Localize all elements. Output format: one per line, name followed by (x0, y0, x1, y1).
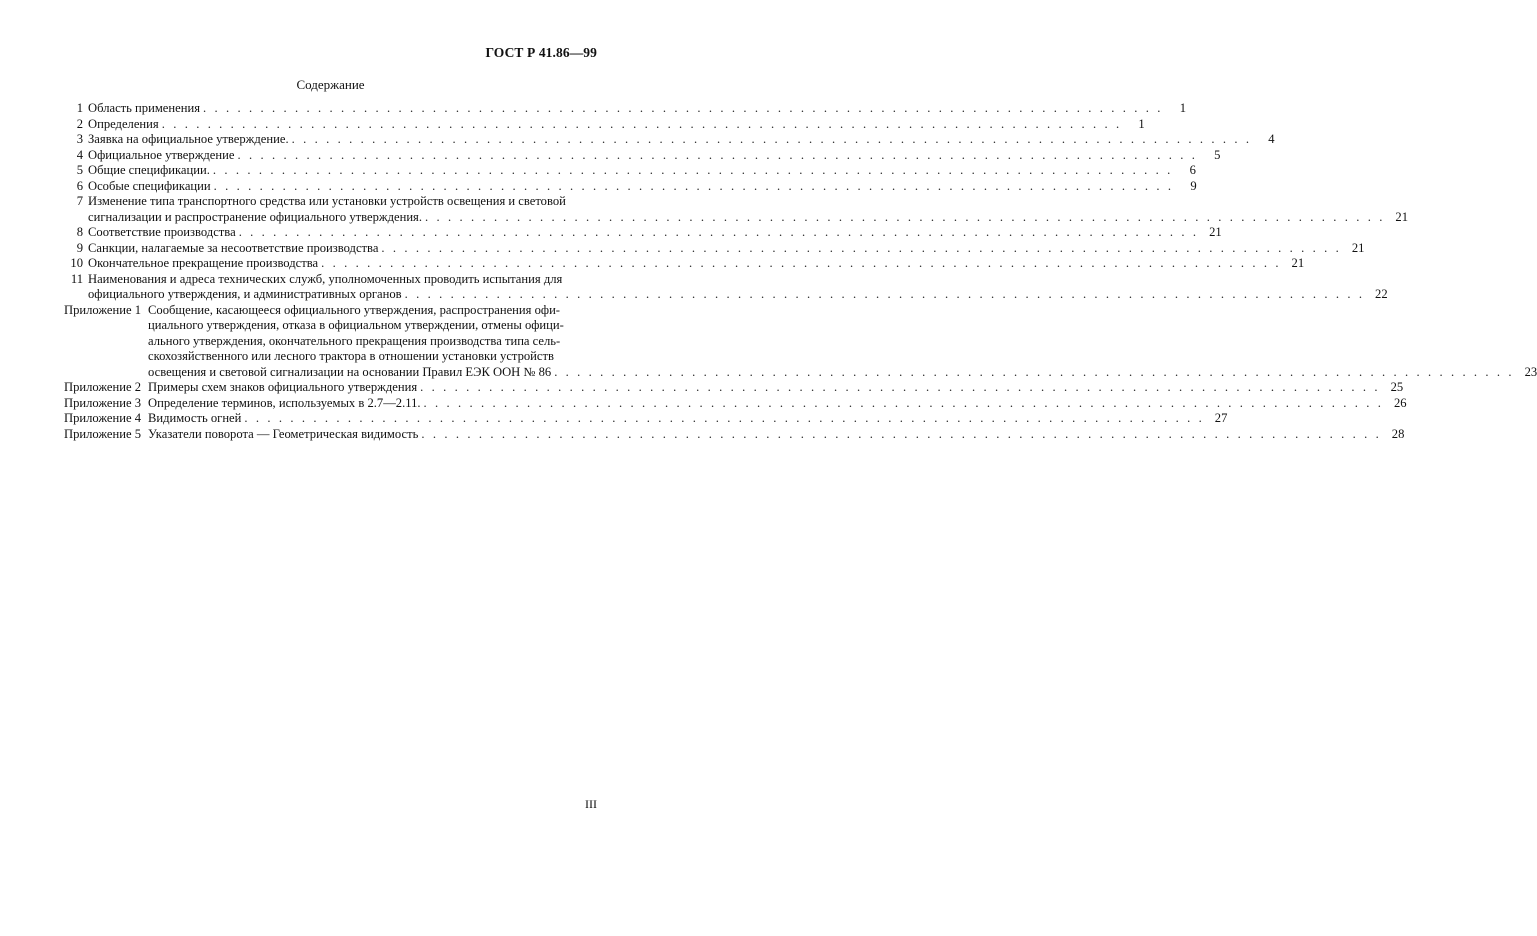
toc-entry-text: Общие спецификации. (88, 163, 210, 177)
toc-entry-text: Изменение типа транспортного средства или установки устройств освещения и световой (88, 194, 566, 208)
dot-leader (214, 179, 1174, 195)
dot-leader (421, 427, 1381, 443)
toc-page-number: 25 (1390, 380, 1404, 394)
toc-entry-text: Определение терминов, используемых в 2.7—2.11. (148, 395, 421, 410)
dot-leader (213, 163, 1173, 179)
toc-page-number: 27 (1214, 411, 1228, 425)
dot-leader (381, 241, 1341, 257)
toc-entry-text: сигнализации и распространение официального утверждения. (88, 209, 422, 224)
toc-entry[interactable] (64, 302, 1537, 381)
dot-leader (244, 411, 1204, 427)
toc-entry[interactable] (64, 256, 1305, 272)
toc-entry-text: скохозяйственного или лесного трактора в отношении установки устройств (148, 349, 554, 363)
toc-entry[interactable] (64, 132, 1275, 148)
dot-leader (203, 101, 1163, 117)
toc-entry-number: 11 (70, 271, 83, 286)
dot-leader (420, 380, 1380, 396)
toc-entry-text: Сообщение, касающееся официального утверждения, распространения офи- (148, 302, 560, 317)
toc-entry[interactable] (64, 225, 1222, 241)
dot-leader (321, 256, 1281, 272)
dot-leader (554, 365, 1514, 381)
toc-entry-number: 4 (76, 147, 83, 162)
toc-entry-number: 10 (70, 256, 83, 270)
toc-page-number: 9 (1190, 178, 1197, 193)
toc-page-number: 26 (1393, 395, 1407, 410)
toc-entry[interactable] (64, 240, 1365, 257)
toc-page-number: 1 (1138, 116, 1145, 131)
toc-page-number: 6 (1189, 163, 1196, 177)
dot-leader (425, 210, 1385, 226)
toc-entry[interactable] (64, 101, 1186, 117)
toc-entry-number: Приложение 1 (64, 302, 142, 317)
dot-leader (424, 396, 1384, 412)
toc-entry-number: Приложение 4 (64, 411, 142, 425)
toc-entry-text: Особые спецификации (88, 178, 211, 193)
toc-entry-text: официального утверждения, и административных органов (88, 287, 402, 301)
toc-entry-number: Приложение 3 (64, 395, 142, 410)
toc-entry-text: Официальное утверждение (88, 147, 235, 162)
toc-entry-text: ального утверждения, окончательного прекращения производства типа сель- (148, 333, 561, 348)
toc-entry[interactable] (64, 116, 1145, 133)
toc-entry[interactable] (64, 395, 1407, 412)
dot-leader (292, 132, 1252, 148)
toc-page-number: 5 (1214, 147, 1221, 162)
toc-entry[interactable] (64, 163, 1196, 179)
toc-entry-number: 9 (76, 240, 83, 255)
toc-entry-text: Видимость огней (148, 411, 242, 425)
toc-page-number: 21 (1209, 225, 1222, 239)
toc-appendices (64, 302, 1537, 443)
toc-page-number: 23 (1524, 364, 1537, 379)
toc-page-number: 21 (1395, 209, 1408, 224)
dot-leader (237, 148, 1197, 164)
toc-entry-text: Наименования и адреса технических служб, уполномоченных проводить испытания для (88, 271, 563, 286)
toc-entry[interactable] (64, 178, 1197, 195)
page-number-footer: III (585, 797, 597, 811)
toc-entry-text: Окончательное прекращение производства (88, 256, 319, 270)
dot-leader (239, 225, 1199, 241)
toc-entry[interactable] (64, 147, 1221, 164)
toc-page-number: 4 (1268, 132, 1275, 146)
toc-entry-number: 3 (76, 132, 83, 146)
toc-entry[interactable] (64, 426, 1405, 443)
toc-page-number: 22 (1375, 287, 1388, 301)
toc-entry-number: 5 (76, 163, 83, 177)
toc-page-number: 21 (1351, 240, 1365, 255)
toc-entry-number: 1 (76, 101, 83, 115)
toc-sections (64, 101, 1408, 303)
toc-entry-number: 2 (76, 116, 83, 131)
document-code-header: ГОСТ Р 41.86—99 (485, 45, 597, 60)
toc-entry-number: Приложение 2 (64, 380, 142, 394)
toc-entry[interactable] (64, 380, 1404, 396)
toc-entry-text: Указатели поворота — Геометрическая видимость (148, 426, 419, 441)
contents-title: Содержание (296, 77, 365, 92)
toc-entry-number: 6 (76, 178, 83, 193)
table-of-contents (64, 101, 1537, 442)
toc-entry-text: Область применения (88, 101, 200, 115)
dot-leader (405, 287, 1365, 303)
toc-entry-text: Примеры схем знаков официального утверждения (148, 380, 418, 394)
toc-entry-text: освещения и световой сигнализации на основании Правил ЕЭК ООН № 86 (148, 364, 552, 379)
toc-entry-text: циального утверждения, отказа в официальном утверждении, отмены офици- (148, 318, 564, 332)
toc-entry[interactable] (64, 411, 1228, 427)
toc-entry-text: Санкции, налагаемые за несоответствие производства (88, 240, 379, 255)
dot-leader (162, 117, 1122, 133)
toc-entry[interactable] (64, 271, 1388, 303)
toc-page-number: 21 (1291, 256, 1305, 270)
toc-entry-text: Определения (88, 116, 159, 131)
toc-entry-number: Приложение 5 (64, 426, 142, 441)
toc-entry-number: 8 (76, 225, 83, 239)
toc-page-number: 28 (1391, 426, 1405, 441)
toc-entry[interactable] (64, 194, 1408, 225)
toc-entry-number: 7 (76, 194, 83, 208)
toc-page-number: 1 (1179, 101, 1186, 115)
toc-entry-text: Заявка на официальное утверждение. (88, 132, 289, 146)
toc-entry-text: Соответствие производства (88, 225, 236, 239)
